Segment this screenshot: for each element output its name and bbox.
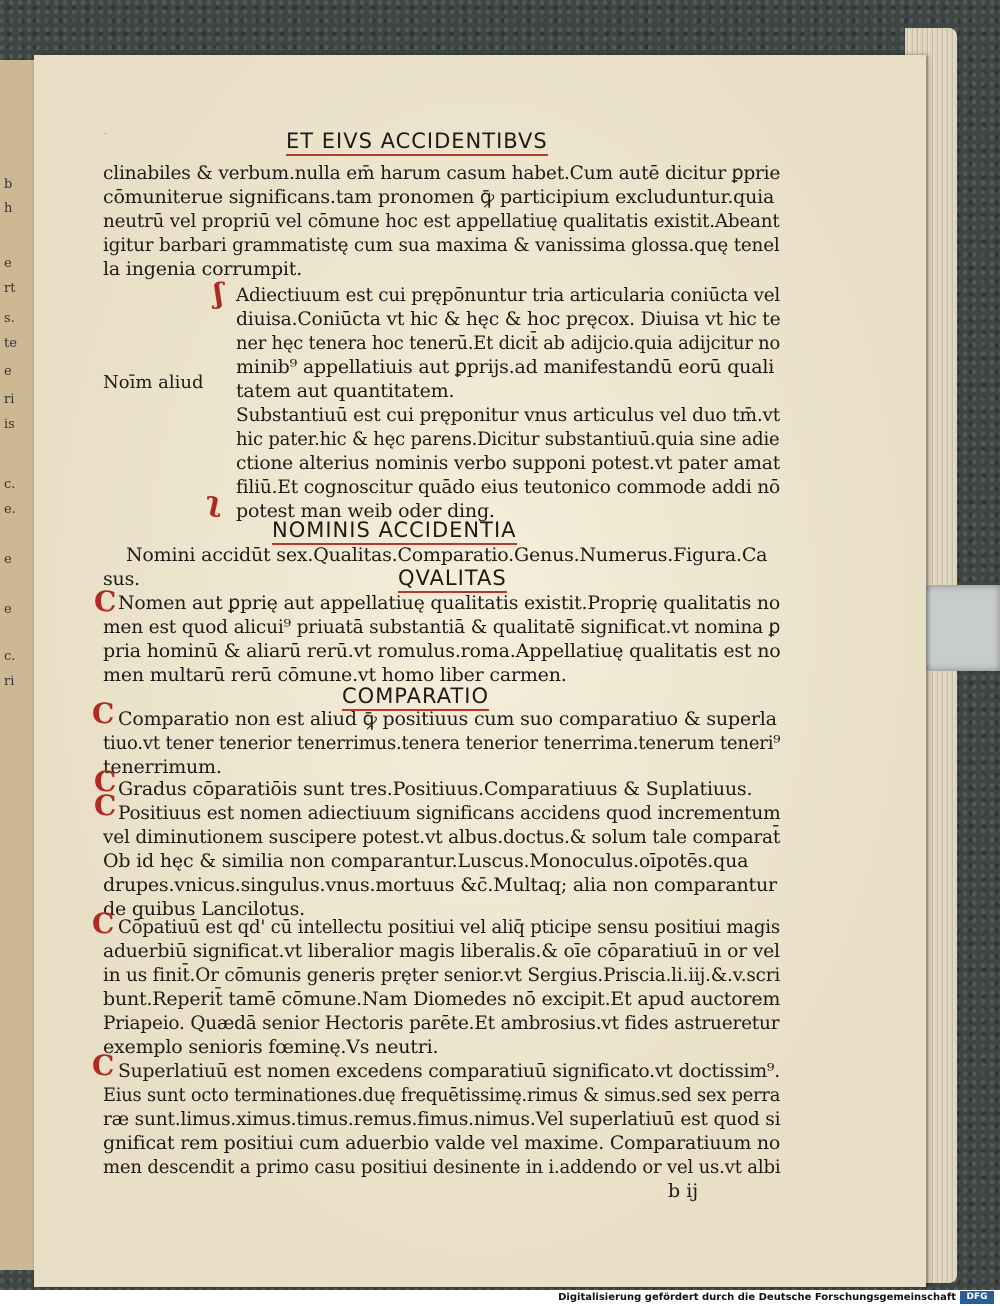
text-line: in us finit̄.Or cōmunis generis pręter senior.vt Sergius.Priscia.li.iij.&.v.scri bbox=[103, 964, 781, 986]
facing-page-fragment: e bbox=[4, 364, 12, 379]
text-line: men est quod alicui⁹ priuatā substantiā & qualitatē significat.vt nomina ꝑ bbox=[103, 616, 781, 638]
text-line: tiuo.vt tener tenerior tenerrimus.tenera tenerior tenerrima.tenerum teneri⁹ bbox=[103, 732, 781, 754]
facing-page-fragment: c. bbox=[4, 477, 16, 492]
facing-page-fragment: c. bbox=[4, 649, 16, 664]
text-line: neutrū vel propriū vel cōmune hoc est appellatiuę qualitatis existit.Abeant bbox=[103, 210, 780, 232]
text-line: Eius sunt octo terminationes.duę frequētissimę.rimus & simus.sed sex perra bbox=[103, 1084, 781, 1106]
text-line: Comparatio non est aliud ꝙ̄ positiuus cum suo comparatiuo & superla bbox=[118, 708, 777, 730]
facing-page-fragment: ri bbox=[4, 674, 15, 689]
rubric-mark: ʃ bbox=[214, 277, 224, 310]
text-line: minib⁹ appellatiuis aut ꝑprijs.ad manifestandū eorū quali bbox=[236, 356, 775, 378]
text-line: clinabiles & verbum.nulla em̄ harum casum habet.Cum autē dicitur ꝑprie bbox=[103, 162, 781, 184]
text-line: Nomini accidūt sex.Qualitas.Comparatio.Genus.Numerus.Figura.Ca bbox=[126, 544, 768, 566]
text-line: men descendit a primo casu positiui desinente in i.addendo or vel us.vt albi bbox=[103, 1156, 781, 1178]
text-line: cōmuniterue significans.tam pronomen ꝙ̄ participium excluduntur.quia bbox=[103, 186, 775, 208]
rubric-mark: C bbox=[94, 585, 117, 618]
text-line: ræ sunt.limus.ximus.timus.remus.fimus.nimus.Vel superlatiuū est quod si bbox=[103, 1108, 781, 1130]
text-line: hic pater.hic & hęc parens.Dicitur substantiuū.quia sine adie bbox=[236, 428, 780, 450]
page-mark: . bbox=[104, 127, 107, 137]
text-line: pria hominū & aliarū rerū.vt romulus.roma.Appellatiuę qualitatis est no bbox=[103, 640, 781, 662]
facing-page-fragment: e bbox=[4, 256, 12, 271]
text-line: gnificat rem positiui cum aduerbio valde vel maxime. Comparatiuum no bbox=[103, 1132, 781, 1154]
text-line: ner hęc tenera hoc tenerū.Et dicit̄ ab adijcio.quia adijcitur no bbox=[236, 332, 781, 354]
rubric-mark: C bbox=[94, 789, 117, 822]
facing-page-fragment: rt bbox=[4, 281, 16, 296]
rubric-mark: C bbox=[94, 765, 117, 798]
facing-page-fragment: is bbox=[4, 417, 15, 432]
facing-page-fragment: te bbox=[4, 336, 17, 351]
text-line: bunt.Reperit̄ tamē cōmune.Nam Diomedes nō excipit.Et apud auctorem bbox=[103, 988, 781, 1010]
text-line: Ob id hęc & similia non comparantur.Luscus.Monoculus.oīpotēs.qua bbox=[103, 850, 749, 872]
text-line: Substantiuū est cui pręponitur vnus articulus vel duo tm̄.vt bbox=[236, 404, 781, 426]
text-line: tenerrimum. bbox=[103, 756, 222, 778]
text-line: aduerbiū significat.vt liberalior magis liberalis.& oīe cōparatiuū in or vel bbox=[103, 940, 780, 962]
facing-page-fragment: e bbox=[4, 602, 12, 617]
funding-credit: Digitalisierung gefördert durch die Deutsche Forschungsgemeinschaft bbox=[558, 1292, 956, 1303]
text-line: vel diminutionem suscipere potest.vt albus.doctus.& solum tale comparat̄ bbox=[103, 826, 781, 848]
text-line: tatem aut quantitatem. bbox=[236, 380, 455, 402]
text-line: Nomen aut ꝑprię aut appellatiuę qualitatis existit.Proprię qualitatis no bbox=[118, 592, 781, 614]
text-line: Priapeio. Quædā senior Hectoris parēte.Et ambrosius.vt fides astrueretur bbox=[103, 1012, 780, 1034]
text-line: exemplo senioris fœminę.Vs neutri. bbox=[103, 1036, 439, 1058]
text-line: drupes.vnicus.singulus.vnus.mortuus &c̄.Multaq; alia non comparantur bbox=[103, 874, 777, 896]
facing-page-fragment: b bbox=[4, 177, 13, 192]
facing-page-fragment: s. bbox=[4, 311, 15, 326]
text-line: Cōpatiuū est qd' cū intellectu positiui vel aliq̄ pticipe sensu positiui magis bbox=[118, 916, 780, 938]
section-heading: QVALITAS bbox=[398, 566, 507, 593]
text-line: Superlatiuū est nomen excedens comparatiuū significato.vt doctissim⁹. bbox=[118, 1060, 781, 1082]
text-line: men multarū rerū cōmune.vt homo liber carmen. bbox=[103, 664, 567, 686]
text-line: filiū.Et cognoscitur quādo eius teutonico commode addi nō bbox=[236, 476, 781, 498]
text-line: igitur barbari grammatistę cum sua maxima & vanissima glossa.quę tenel bbox=[103, 234, 780, 256]
margin-note: Noīm aliud bbox=[103, 372, 204, 393]
facing-page-fragment: ri bbox=[4, 392, 15, 407]
rubric-mark: C bbox=[92, 697, 115, 730]
section-heading: NOMINIS ACCIDENTIA bbox=[272, 518, 517, 545]
running-heading: ET EIVS ACCIDENTIBVS bbox=[286, 129, 548, 156]
text-line: la ingenia corrumpit. bbox=[103, 258, 303, 280]
section-heading: COMPARATIO bbox=[342, 684, 489, 711]
facing-page-fragment: e. bbox=[4, 502, 16, 517]
dfg-logo: DFG bbox=[960, 1291, 994, 1304]
text-line: Gradus cōparatiōis sunt tres.Positiuus.Comparatiuus & Suplatiuus. bbox=[118, 778, 753, 800]
text-line: sus. bbox=[103, 568, 140, 590]
text-line: Adiectiuum est cui prępōnuntur tria articularia coniūcta vel bbox=[236, 284, 781, 306]
text-line: de quibus Lancilotus. bbox=[103, 898, 305, 920]
text-line: diuisa.Coniūcta vt hic & hęc & hoc pręcox. Diuisa vt hic te bbox=[236, 308, 781, 330]
facing-page-fragment: h bbox=[4, 201, 13, 216]
signature-mark: b ij bbox=[668, 1180, 699, 1202]
facing-page-fragment: e bbox=[4, 552, 12, 567]
text-line: ctione alterius nominis verbo supponi potest.vt pater amat bbox=[236, 452, 781, 474]
text-line: Positiuus est nomen adiectiuum significans accidens quod incrementum bbox=[118, 802, 781, 824]
rubric-mark: C bbox=[92, 1049, 115, 1082]
rubric-mark: C bbox=[92, 907, 115, 940]
text-line: potest man weib oder ding. bbox=[236, 500, 495, 522]
rubric-mark: ʅ bbox=[206, 485, 222, 518]
